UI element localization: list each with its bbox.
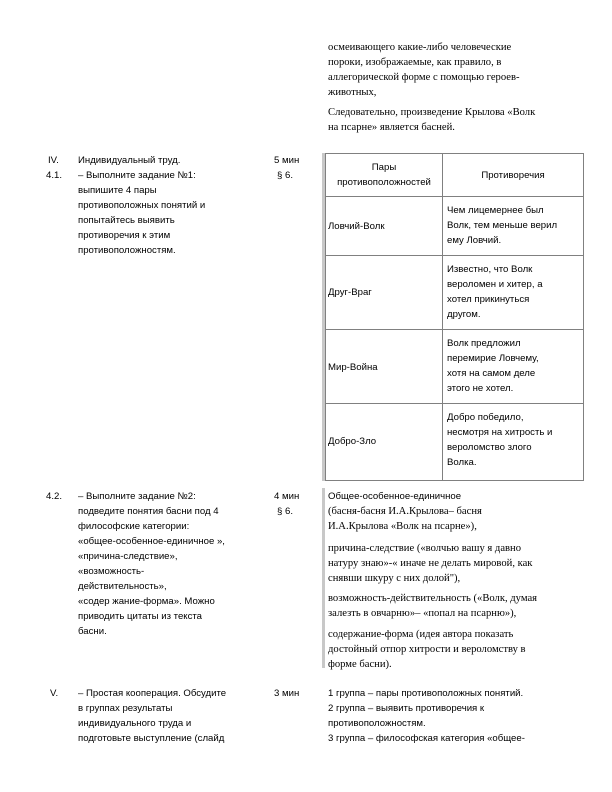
table-pair: Добро-Зло: [328, 436, 377, 447]
section-reference-4-2: § 6.: [277, 506, 294, 517]
row-number-4-1: 4.1.: [46, 170, 63, 181]
table-header-pairs: Пары противоположностей: [337, 162, 431, 188]
answer-cause-effect: причина-следствие («волчью вашу я давно натуру знаю»-« иначе не делать мировой, как снявши шкуру с них долой"),: [328, 543, 533, 584]
row-number-iv: IV.: [48, 155, 59, 166]
table-contradiction: Добро победило, несмотря на хитрость и вероломство злого Волка.: [447, 412, 553, 468]
task-text-4-2: – Выполните задание №2: подведите понятия басни под 4 философские категории: «общее-особенное-единичное », «причина-следствие», «возможность- действительность», «содер жание-форма». Можно приводить цитаты из текста басни.: [78, 491, 225, 637]
row-number-v: V.: [50, 688, 59, 699]
row-time-v: 3 мин: [274, 688, 300, 699]
conclusion-paragraph: Следовательно, произведение Крылова «Волк на псарне» является басней.: [328, 107, 536, 133]
task-text-4-1: – Выполните задание №1: выпишите 4 пары противоположных понятий и попытайтесь выявить противоречия к этим противоположностям.: [78, 170, 206, 256]
table-pair: Ловчий-Волк: [328, 221, 385, 232]
table-pair: Мир-Война: [328, 362, 378, 373]
task-text-v: – Простая кооперация. Обсудите в группах результаты индивидуального труда и подготовьте выступление (слайд: [78, 688, 227, 744]
answer-content-form: содержание-форма (идея автора показать достойный отпор хитрости и вероломству в форме басни).: [328, 629, 526, 670]
answer-heading: Общее-особенное-единичное: [328, 491, 462, 502]
continuation-paragraph: осмеивающего какие-либо человеческие пороки, изображаемые, как правило, в аллегорической форме с помощью героев- животных,: [328, 42, 520, 98]
table-contradiction: Волк предложил перемирие Ловчему, хотя на самом деле этого не хотел.: [447, 338, 539, 394]
answer-groups: 1 группа – пары противоположных понятий. 2 группа – выявить противоречия к противоположностям. 3 группа – философская категория «общее-: [328, 688, 525, 744]
table-pair: Друг-Враг: [328, 287, 372, 298]
row-number-4-2: 4.2.: [46, 491, 63, 502]
row-time-4-2: 4 мин: [274, 491, 300, 502]
answer-possibility-reality: возможность-действительность («Волк, думая залезть в овчарню»– «попал на псарню»),: [328, 593, 538, 619]
row-title-iv: Индивидуальный труд.: [78, 155, 181, 166]
table-header-contradictions: Противоречия: [481, 170, 545, 181]
answer-general-particular: (басня-басня И.А.Крылова– басня И.А.Крылова «Волк на псарне»),: [328, 506, 482, 532]
table-contradiction: Чем лицемернее был Волк, тем меньше верил ему Ловчий.: [447, 205, 558, 246]
section-left-bar: [322, 488, 325, 668]
row-time-iv: 5 мин: [274, 155, 300, 166]
table-contradiction: Известно, что Волк вероломен и хитер, а хотел прикинуться другом.: [447, 264, 543, 320]
section-reference-4-1: § 6.: [277, 170, 294, 181]
